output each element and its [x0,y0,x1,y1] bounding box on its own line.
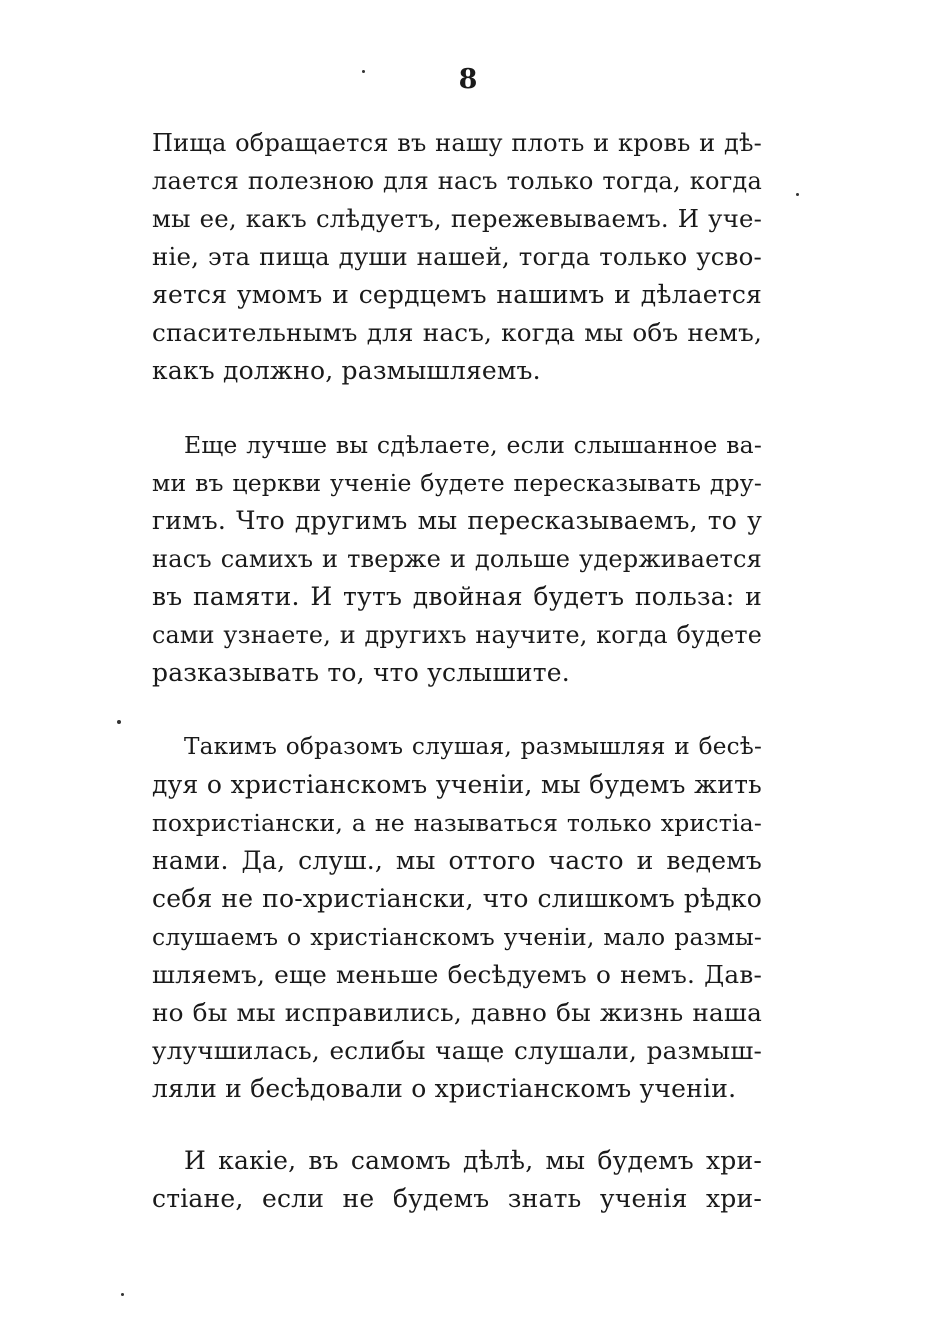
text-line: ми въ церкви ученіе будете пересказывать дру- [152,469,762,497]
text-line: яется умомъ и сердцемъ нашимъ и дѣлается [152,280,762,309]
text-line: сами узнаете, и другихъ научите, когда будете [152,621,762,649]
text-line: какъ должно, размышляемъ. [152,356,541,385]
text-line: насъ самихъ и тверже и дольше удерживается [152,545,762,573]
text-line: И какіе, въ самомъ дѣлѣ, мы будемъ хри- [184,1146,762,1175]
text-line: Такимъ образомъ слушая, размышляя и бесѣ- [184,733,762,760]
paragraph-2 [152,426,762,692]
scan-speck [362,70,365,73]
paragraph-4 [152,1142,762,1218]
text-line: гимъ. Что другимъ мы пересказываемъ, то у [152,506,762,535]
scan-speck [117,720,121,724]
text-line: въ памяти. И тутъ двойная будетъ польза: и [152,582,762,611]
text-line: но бы мы исправились, давно бы жизнь наша [152,998,762,1027]
text-line: Пища обращается въ нашу плоть и кровь и дѣ- [152,129,762,157]
text-line: нами. Да, слуш., мы оттого часто и ведемъ [152,846,762,875]
paragraph-1 [152,124,762,390]
text-line: мы ее, какъ слѣдуетъ, пережевываемъ. И уче- [152,204,762,233]
text-line: лается полезною для насъ только тогда, когда [152,167,762,195]
text-line: ніе, эта пища души нашей, тогда только усво- [152,242,762,271]
text-line: Еще лучше вы сдѣлаете, если слышанное ва- [184,431,762,459]
paragraph-3 [152,728,762,1108]
scan-speck [121,1293,124,1296]
text-line: слушаемъ о христіанскомъ ученіи, мало размы- [152,923,762,951]
text-line: улучшилась, еслибы чаще слушали, размыш- [152,1036,762,1065]
page-number: 8 [458,64,478,95]
text-line: разказывать то, что услышите. [152,658,570,687]
scan-speck [796,193,799,196]
text-line: шляемъ, еще меньше бесѣдуемъ о немъ. Дав- [152,960,762,989]
text-line: стіане, если не будемъ знать ученія хри- [152,1184,762,1213]
text-line: спасительнымъ для насъ, когда мы объ немъ, [152,318,762,347]
text-line: себя не по-христіански, что слишкомъ рѣдко [152,884,762,913]
text-line: похристіански, а не называться только христіа- [152,809,762,837]
text-line: дуя о христіанскомъ ученіи, мы будемъ жить [152,770,762,799]
text-line: ляли и бесѣдовали о христіанскомъ ученіи. [152,1074,737,1103]
